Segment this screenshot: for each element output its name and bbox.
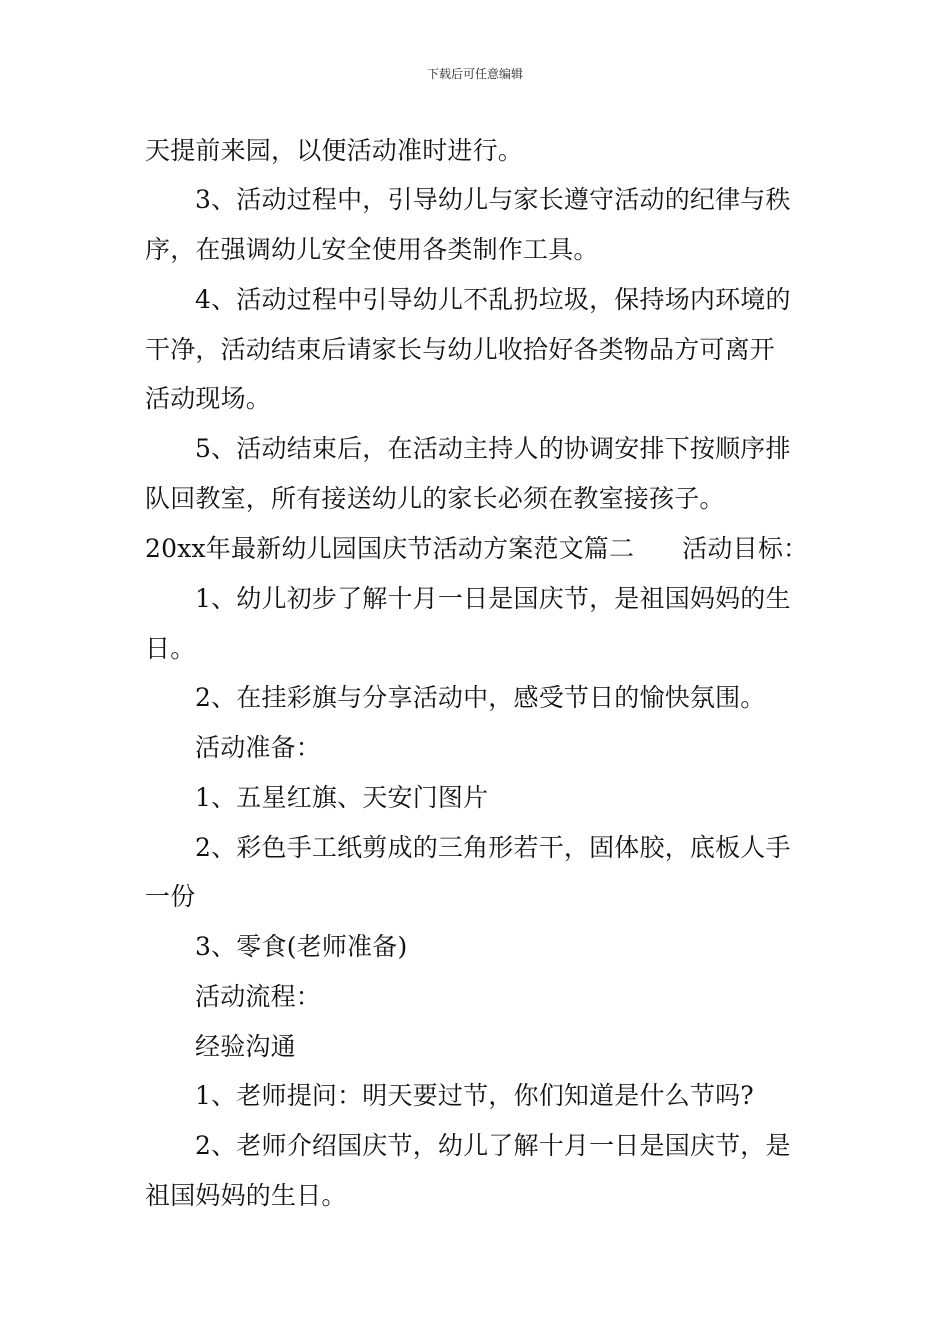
- paragraph-line: 3、零食(老师准备): [195, 932, 408, 961]
- paragraph-line: 序，在强调幼儿安全使用各类制作工具。: [145, 235, 599, 264]
- paragraph-line: 2、在挂彩旗与分享活动中，感受节日的愉快氛围。: [195, 683, 766, 712]
- paragraph-line: 一份: [145, 882, 196, 911]
- paragraph-line: 活动准备：: [195, 733, 322, 762]
- paragraph-line: 1、幼儿初步了解十月一日是国庆节，是祖国妈妈的生: [195, 584, 791, 613]
- paragraph-line: 干净，活动结束后请家长与幼儿收拾好各类物品方可离开: [145, 335, 776, 364]
- paragraph-line: 活动流程：: [195, 982, 322, 1011]
- paragraph-line: 2、老师介绍国庆节，幼儿了解十月一日是国庆节，是: [195, 1131, 791, 1160]
- paragraph-line: 4、活动过程中引导幼儿不乱扔垃圾，保持场内环境的: [195, 285, 791, 314]
- section-title: 20xx年最新幼儿园国庆节活动方案范文篇二: [145, 534, 635, 563]
- section-heading-line: [145, 533, 825, 565]
- paragraph-line: 1、老师提问：明天要过节，你们知道是什么节吗?: [195, 1081, 754, 1110]
- paragraph-line: 2、彩色手工纸剪成的三角形若干，固体胶，底板人手: [195, 833, 791, 862]
- paragraph-line: 5、活动结束后，在活动主持人的协调安排下按顺序排: [195, 434, 791, 463]
- paragraph-line: 祖国妈妈的生日。: [145, 1181, 347, 1210]
- paragraph-line: 日。: [145, 634, 196, 663]
- paragraph-line: 队回教室，所有接送幼儿的家长必须在教室接孩子。: [145, 484, 725, 513]
- paragraph-line: 1、五星红旗、天安门图片: [195, 783, 489, 812]
- activity-goals-label: 活动目标：: [682, 534, 809, 563]
- page-header: 下载后可任意编辑: [426, 67, 523, 81]
- paragraph-line: 活动现场。: [145, 384, 272, 413]
- paragraph-line: 经验沟通: [195, 1032, 296, 1061]
- paragraph-line: 3、活动过程中，引导幼儿与家长遵守活动的纪律与秩: [195, 185, 791, 214]
- paragraph-line: 天提前来园，以便活动准时进行。: [145, 136, 524, 165]
